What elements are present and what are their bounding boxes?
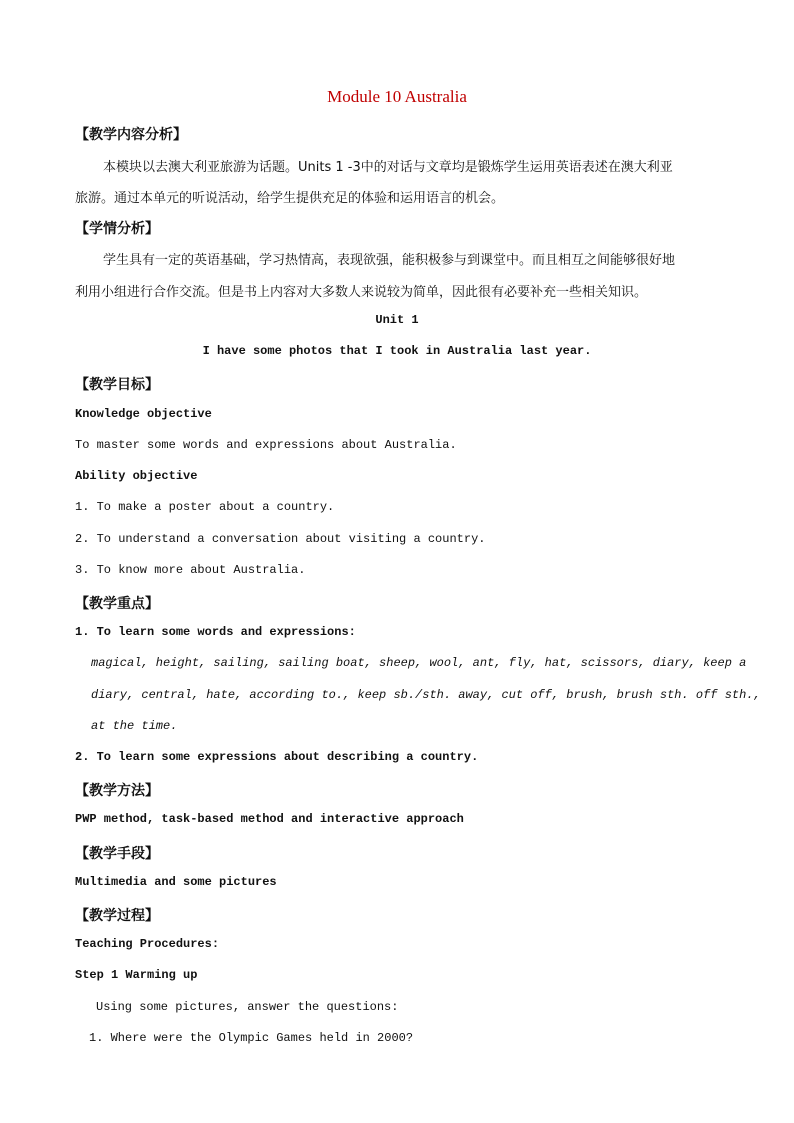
step-1-label: Step 1 Warming up xyxy=(75,968,198,982)
methods-text: PWP method, task-based method and interactive approach xyxy=(75,812,464,826)
methods-heading: 【教学方法】 xyxy=(75,783,159,799)
teaching-procedures-label: Teaching Procedures: xyxy=(75,937,220,951)
content-analysis-line-1: 本模块以去澳大利亚旅游为话题。Units 1 -3中的对话与文章均是锻炼学生运用英语表述在澳大利亚 xyxy=(103,160,673,175)
unit-label: Unit 1 xyxy=(375,313,419,327)
key-point-item-1: 1. To learn some words and expressions: xyxy=(75,625,356,639)
page-title: Module 10 Australia xyxy=(327,87,467,106)
student-analysis-heading: 【学情分析】 xyxy=(75,221,159,237)
key-points-heading: 【教学重点】 xyxy=(75,596,159,612)
means-text: Multimedia and some pictures xyxy=(75,875,277,889)
ability-objective-label: Ability objective xyxy=(75,469,198,483)
warming-up-instruction: Using some pictures, answer the questions: xyxy=(96,1000,399,1014)
key-point-item-2: 2. To learn some expressions about describing a country. xyxy=(75,750,479,764)
means-heading: 【教学手段】 xyxy=(75,846,159,862)
unit-subtitle: I have some photos that I took in Australia last year. xyxy=(202,344,592,358)
vocabulary-line-1: magical, height, sailing, sailing boat, sheep, wool, ant, fly, hat, scissors, diary, keep a xyxy=(91,656,747,670)
vocabulary-line-3: at the time. xyxy=(91,719,178,733)
knowledge-objective-text: To master some words and expressions about Australia. xyxy=(75,438,457,452)
knowledge-objective-label: Knowledge objective xyxy=(75,407,212,421)
student-analysis-line-2: 利用小组进行合作交流。但是书上内容对大多数人来说较为简单，因此很有必要补充一些相关知识。 xyxy=(75,285,648,300)
objectives-heading: 【教学目标】 xyxy=(75,377,159,393)
warming-up-question-1: 1. Where were the Olympic Games held in 2000? xyxy=(89,1031,414,1045)
content-analysis-heading: 【教学内容分析】 xyxy=(75,127,187,143)
ability-item: 3. To know more about Australia. xyxy=(75,563,306,577)
student-analysis-line-1: 学生具有一定的英语基础，学习热情高，表现欲强，能积极参与到课堂中。而且相互之间能够很好地 xyxy=(103,253,676,268)
ability-item: 1. To make a poster about a country. xyxy=(75,500,335,514)
vocabulary-line-2: diary, central, hate, according to., keep sb./sth. away, cut off, brush, brush sth. off sth., xyxy=(91,688,761,702)
process-heading: 【教学过程】 xyxy=(75,908,159,924)
content-analysis-line-2: 旅游。通过本单元的听说活动，给学生提供充足的体验和运用语言的机会。 xyxy=(75,191,505,206)
ability-item: 2. To understand a conversation about visiting a country. xyxy=(75,532,486,546)
